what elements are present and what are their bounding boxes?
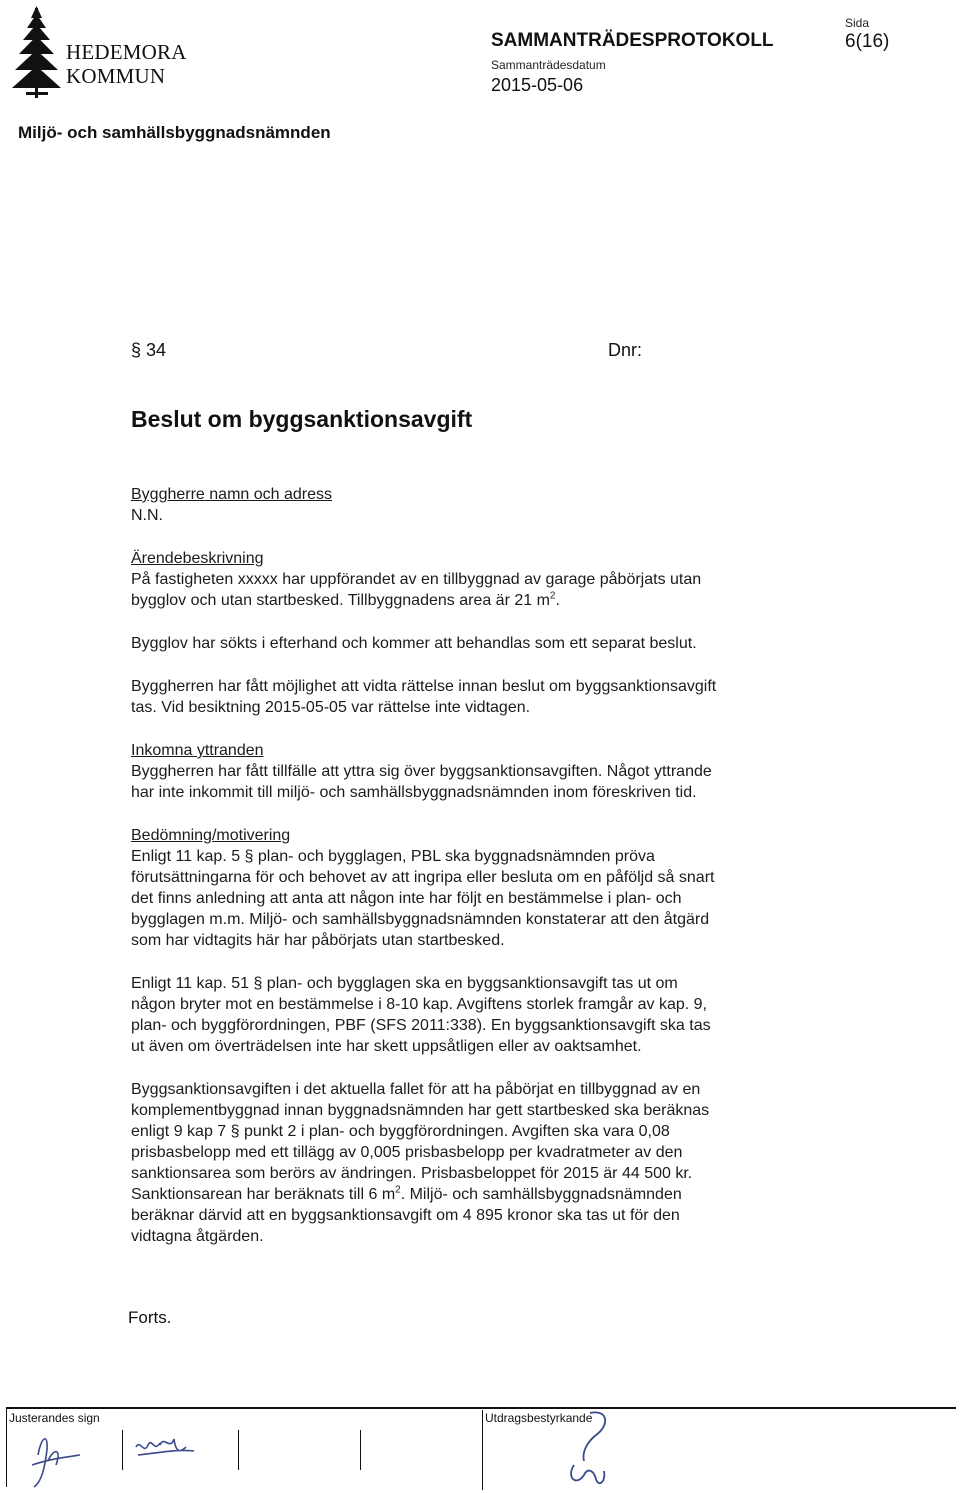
signature-divider bbox=[360, 1430, 361, 1470]
paragraph-line: bygglagen m.m. Miljö- och samhällsbyggnadsnämnden konstaterar att den åtgärd bbox=[131, 911, 710, 928]
page-label: Sida bbox=[845, 16, 870, 30]
description-section bbox=[131, 548, 811, 611]
paragraph-line: enligt 9 kap 7 § punkt 2 i plan- och byggförordningen. Avgiften ska vara 0,08 bbox=[131, 1123, 670, 1140]
paragraph-line: vidtagna åtgärden. bbox=[131, 1228, 264, 1245]
continued-marker: Forts. bbox=[128, 1308, 172, 1327]
paragraph-number: § 34 bbox=[131, 340, 167, 360]
builder-heading: Byggherre namn och adress bbox=[131, 486, 332, 503]
description-heading: Ärendebeskrivning bbox=[131, 550, 264, 567]
paragraph-line: Byggsanktionsavgiften i det aktuella fallet för att ha påbörjat en tillbyggnad av en bbox=[131, 1081, 701, 1098]
utdragsbestyrkande-label: Utdragsbestyrkande bbox=[485, 1411, 593, 1425]
logo-line-2: KOMMUN bbox=[66, 64, 166, 88]
paragraph-line: Byggherren har fått tillfälle att yttra sig över byggsanktionsavgiften. Något yttrande bbox=[131, 763, 712, 780]
paragraph-line: Enligt 11 kap. 51 § plan- och bygglagen ska en byggsanktionsavgift tas ut om bbox=[131, 975, 678, 992]
signature-3-icon bbox=[560, 1405, 620, 1490]
tree-logo-icon bbox=[12, 4, 62, 100]
footer-left-border bbox=[6, 1407, 7, 1487]
paragraph-line: plan- och byggförordningen, PBF (SFS 2011:338). En byggsanktionsavgift ska tas bbox=[131, 1017, 711, 1034]
meeting-date-label: Sammanträdesdatum bbox=[491, 58, 606, 72]
paragraph-line: ut även om överträdelsen inte har skett uppsåtligen eller av oaktsamhet. bbox=[131, 1038, 642, 1055]
avgift-paragraph bbox=[131, 1079, 811, 1247]
document-body bbox=[131, 484, 811, 1269]
area-text: Sanktionsarean har beräknats till 6 m bbox=[131, 1186, 396, 1203]
paragraph-line: som har vidtagits här har påbörjats utan startbesked. bbox=[131, 932, 505, 949]
paragraph-line: prisbasbelopp med ett tillägg av 0,005 prisbasbelopp per kvadratmeter av den bbox=[131, 1144, 683, 1161]
dnr-label: Dnr: bbox=[608, 340, 643, 360]
paragraph-line: tas. Vid besiktning 2015-05-05 var rättelse inte vidtagen. bbox=[131, 699, 531, 716]
yttranden-section bbox=[131, 740, 811, 803]
enligt-51-paragraph bbox=[131, 973, 811, 1057]
meeting-date-value: 2015-05-06 bbox=[491, 75, 584, 95]
description-line: På fastigheten xxxxx har uppförandet av en tillbyggnad av garage påbörjats utan bbox=[131, 571, 702, 588]
area-text-end: . Miljö- och samhällsbyggnadsnämnden bbox=[400, 1186, 682, 1203]
page-number: 6(16) bbox=[845, 31, 890, 52]
footer-divider bbox=[6, 1407, 956, 1409]
decision-title: Beslut om byggsanktionsavgift bbox=[131, 406, 473, 432]
justerandes-sign-label: Justerandes sign bbox=[9, 1411, 100, 1425]
municipality-logo-text bbox=[66, 40, 187, 88]
paragraph-line: har inte inkommit till miljö- och samhällsbyggnadsnämnden inom föreskriven tid. bbox=[131, 784, 697, 801]
paragraph-line: förutsättningarna för och behovet av att ingripa eller besluta om en påföljd så snart bbox=[131, 869, 715, 886]
superscript: 2 bbox=[549, 590, 556, 602]
description-line-end: . bbox=[555, 592, 560, 609]
bedomning-section bbox=[131, 825, 811, 951]
paragraph-line: Enligt 11 kap. 5 § plan- och bygglagen, PBL ska byggnadsnämnden pröva bbox=[131, 848, 655, 865]
bygglov-paragraph: Bygglov har sökts i efterhand och kommer att behandlas som ett separat beslut. bbox=[131, 635, 697, 652]
superscript: 2 bbox=[395, 1184, 401, 1196]
paragraph-line: det finns anledning att anta att någon inte har följt en bestämmelse i plan- och bbox=[131, 890, 682, 907]
signature-divider bbox=[482, 1410, 483, 1490]
bedomning-heading: Bedömning/motivering bbox=[131, 827, 291, 844]
paragraph-line: sanktionsarea som berörs av ändringen. Prisbasbeloppet för 2015 är 44 500 kr. bbox=[131, 1165, 693, 1182]
paragraph-line: komplementbyggnad innan byggnadsnämnden har gett startbesked ska beräknas bbox=[131, 1102, 710, 1119]
paragraph-line: någon bryter mot en bestämmelse i 8-10 kap. Avgiftens storlek framgår av kap. 9, bbox=[131, 996, 707, 1013]
builder-value: N.N. bbox=[131, 507, 163, 524]
signature-2-icon bbox=[130, 1425, 220, 1475]
signature-divider bbox=[238, 1430, 239, 1470]
rattelse-paragraph bbox=[131, 676, 811, 718]
yttranden-heading: Inkomna yttranden bbox=[131, 742, 264, 759]
protocol-title: SAMMANTRÄDESPROTOKOLL bbox=[491, 30, 774, 51]
paragraph-line: Byggherren har fått möjlighet att vidta rättelse innan beslut om byggsanktionsavgift bbox=[131, 678, 717, 695]
description-line-text: bygglov och utan startbesked. Tillbyggnadens area är 21 m bbox=[131, 592, 550, 609]
description-line bbox=[131, 590, 811, 611]
logo-line-1: HEDEMORA bbox=[66, 40, 187, 64]
paragraph-line bbox=[131, 1184, 811, 1205]
builder-section bbox=[131, 484, 811, 526]
committee-name: Miljö- och samhällsbyggnadsnämnden bbox=[18, 123, 331, 142]
paragraph-line: beräknar därvid att en byggsanktionsavgift om 4 895 kronor ska tas ut för den bbox=[131, 1207, 680, 1224]
